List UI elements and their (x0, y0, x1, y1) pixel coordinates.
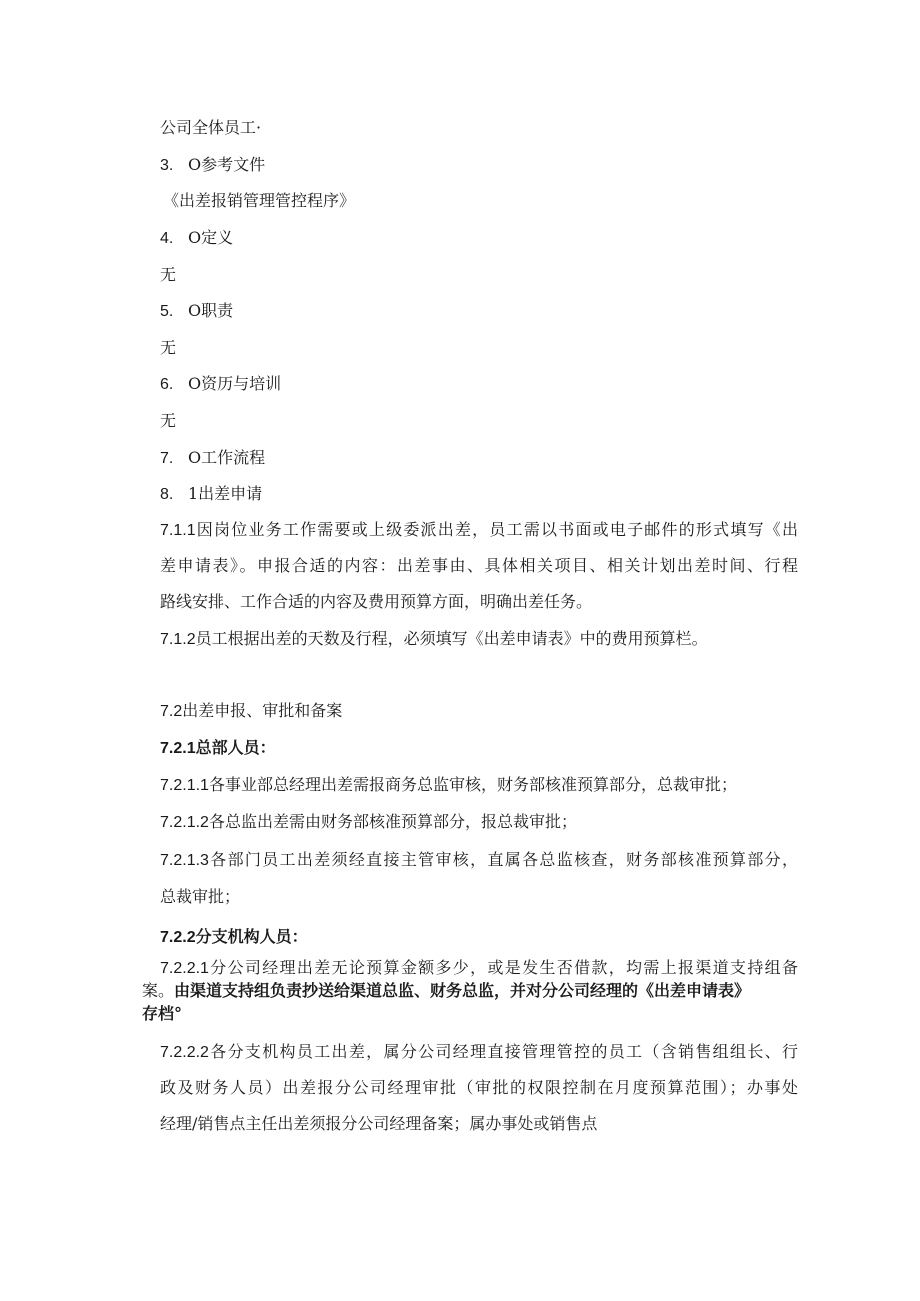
clause-7-2-1-1: 7.2.1.1各事业部总经理出差需报商务总监审核，财务部核准预算部分，总裁审批； (160, 775, 737, 794)
clause-7-2-1-2: 7.2.1.2各总监出差需由财务部核准预算部分，报总裁审批； (160, 812, 577, 831)
clause-7-1-1-line-1: 7.1.1因岗位业务工作需要或上级委派出差，员工需以书面或电子邮件的形式填写《出 (160, 520, 798, 539)
clause-7-1-1-line-2: 差申请表》。申报合适的内容：出差事由、具体相关项目、相关计划出差时间、行程 (160, 556, 798, 575)
subsection-heading-7-2-1: 7.2.1总部人员： (160, 738, 276, 757)
clause-7-1-1-line-3: 路线安排、工作合适的内容及费用预算方面，明确出差任务。 (160, 592, 593, 611)
section-heading-3: 3. O参考文件 (160, 155, 266, 174)
clause-7-2-1-3-line-2: 总裁审批； (160, 887, 241, 906)
subsection-heading-7-2-2: 7.2.2分支机构人员： (160, 927, 308, 946)
clause-7-2-2-2-line-3: 经理/销售点主任出差须报分公司经理备案；属办事处或销售点 (160, 1114, 598, 1133)
clause-7-2-2-1-line-2: 案。由渠道支持组负责抄送给渠道总监、财务总监，并对分公司经理的《出差申请表》 (142, 981, 751, 1000)
definition-text: 无 (160, 265, 177, 284)
qualification-text: 无 (160, 411, 177, 430)
section-heading-8: 8. 1出差申请 (160, 484, 263, 503)
clause-7-1-2: 7.1.2员工根据出差的天数及行程，必须填写《出差申请表》中的费用预算栏。 (160, 629, 708, 648)
clause-7-2-2-2-line-2: 政及财务人员）出差报分公司经理审批（审批的权限控制在月度预算范围）；办事处 (160, 1078, 798, 1097)
scope-text: 公司全体员工· (160, 118, 262, 137)
clause-7-2-1-3-line-1: 7.2.1.3各部门员工出差须经直接主管审核，直属各总监核查，财务部核准预算部分， (160, 850, 798, 869)
section-heading-7: 7. O工作流程 (160, 448, 266, 467)
clause-7-2-2-1-line-3: 存档° (142, 1004, 183, 1023)
section-heading-6: 6. O资历与培训 (160, 374, 282, 393)
section-heading-4: 4. O定义 (160, 228, 234, 247)
responsibility-text: 无 (160, 338, 177, 357)
section-heading-7-2: 7.2出差申报、审批和备案 (160, 701, 343, 720)
clause-7-2-2-2-line-1: 7.2.2.2各分支机构员工出差，属分公司经理直接管理管控的员工（含销售组组长、行 (160, 1042, 798, 1061)
clause-7-2-2-1-line-1: 7.2.2.1分公司经理出差无论预算金额多少，或是发生否借款，均需上报渠道支持组备 (160, 958, 798, 977)
reference-document: 《出差报销管理管控程序》 (163, 191, 356, 210)
section-heading-5: 5. O职责 (160, 301, 234, 320)
